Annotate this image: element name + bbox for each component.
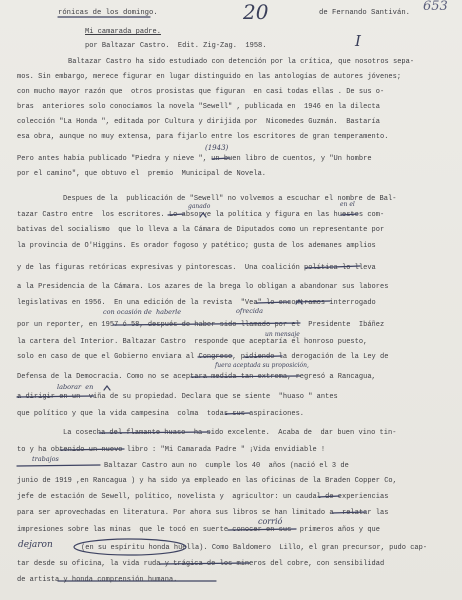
annotation-year: (1943) — [205, 144, 229, 152]
annotation-laborar: laborar en — [57, 383, 94, 391]
paragraph-line: tar desde su oficina, la vida ruda y trágica de los mineros del cobre, con sensibilidad — [17, 560, 385, 568]
paragraph-line: Baltazar Castro ha sido estudiado con detención por la crítica, que nosotros sepa- — [68, 58, 415, 66]
book-title-line: Mi camarada padre. — [85, 28, 161, 36]
paragraph-line: bras anteriores solo conocíamos la novela "Sewell" , publicada en 1946 en la dilecta — [17, 103, 380, 111]
header-author: de Fernando Santiván. — [319, 9, 410, 17]
paragraph-line: para ser aprovechadas en literatura. Por ahora sus libros se han limitado a relatar las — [17, 509, 389, 517]
annotation-corrio: corrió — [258, 517, 283, 526]
paragraph-line: y de las figuras retóricas expresivas y pintorescas. Una coalición política lo lleva — [17, 264, 376, 272]
annotation-en-el: en el — [340, 201, 355, 208]
paragraph-line: La cosecha del flamante huaso ha sido excelente. Acaba de dar buen vino tin- — [63, 429, 397, 437]
paragraph-line: esa obra, aunque no muy extensa, para fijarlo entre los escritores de gran temperamento. — [17, 133, 389, 141]
paragraph-line: a dirigir en un viña de su propiedad. Declara que se siente "huaso " antes — [17, 393, 338, 401]
annotation-dejaron: dejaron — [18, 540, 53, 550]
paragraph-line: Pero antes había publicado "Piedra y nieve ", un buen libro de cuentos, y "Un hombre — [17, 155, 372, 163]
paragraph-line: Despues de la publicación de "Sewell" no volvemos a escuchar el nombre de Bal- — [63, 195, 397, 203]
paragraph-line: (en su espíritu honda huella). Como Baldomero Lillo, el gran precursor, pudo cap- — [81, 544, 428, 552]
paragraph-line: bativas del socialismo que lo lleva a la Cámara de Diputados como un representante por — [17, 226, 385, 234]
annotation-fuera-aceptada: fuera aceptada su proposición, — [215, 362, 309, 369]
handwritten-page-number: 20 — [243, 0, 269, 24]
paragraph-line: por un reporter, en 1957 ó 58, después de haber sido llamado por el Presidente Ibáñez — [17, 321, 385, 329]
caret-mark — [104, 386, 110, 390]
annotation-ganado: ganado — [188, 203, 211, 210]
paragraph-line: la provincia de O'Higgins. Es orador fogoso y patético; gusta de los ademanes amplios — [17, 242, 376, 250]
paragraph-line: legislativas en 1956. En una edición de la revista "Vea" lo encontramos interrogado — [17, 299, 376, 307]
paragraph-line: a la Presidencia de la Cámara. Los azares de la brega lo obligan a abandonar sus labores — [17, 283, 389, 291]
paragraph-line: Defensa de la Democracia. Como no se aceptara medida tan extrema, regresó a Rancagua, — [17, 373, 376, 381]
paragraph-line: Baltazar Castro aun no cumple los 40 años (nació el 3 de — [104, 462, 349, 470]
annotation-ofrecida: ofrecida — [236, 307, 264, 315]
paragraph-line: de artista y honda comprensión humana. — [17, 576, 178, 584]
paragraph-line: por el camino", que obtuvo el premio Municipal de Novela. — [17, 170, 267, 178]
paragraph-line: mos. Sin embargo, merece figurar en lugar distinguido en las antologías de autores jóvenes; — [17, 73, 402, 81]
margin-mark: I — [355, 32, 361, 50]
paragraph-line: jefe de estación de Sewell, político, novelista y agricultor: un caudal de experiencias — [17, 493, 389, 501]
annotation-trabajos: trabajos — [32, 455, 59, 463]
paragraph-line: que político y que la vida campesina colma todas sus aspiraciones. — [17, 410, 305, 418]
paragraph-line: solo en caso de que el Gobierno enviara al Congreso, pidiendo la derogación de la Ley de — [17, 353, 389, 361]
strike-mark — [17, 465, 100, 466]
annotation-con-ocasion: con ocasión de haberle — [103, 308, 182, 316]
header-series-title: rónicas de los domingo. — [58, 9, 158, 17]
paragraph-line: junio de 1919 ,en Rancagua ) y ha sido ya empleado en las oficinas de la Braden Copper Co, — [17, 477, 397, 485]
paragraph-line: la cartera del Interior. Baltazar Castro responde que aceptaría el honroso puesto, — [17, 338, 368, 346]
paragraph-line: con mucho mayor razón que otros prosistas que figuran en casi todas ellas . De sus o- — [17, 88, 385, 96]
book-author-line: por Baltazar Castro. Edit. Zig-Zag. 1958. — [85, 42, 267, 50]
paragraph-line: to y ha obtenido un nuevo libro : "Mi Camarada Padre " ¡Vida envidiable ! — [17, 446, 326, 454]
archive-stamp-number: 653 — [423, 0, 448, 14]
paragraph-line: tazar Castro entre los escritores. Lo absorve la política y figura en las huestes com- — [17, 211, 385, 219]
paragraph-line: impresiones sobre las minas que le tocó en suerte conocer en sus primeros años y que — [17, 526, 380, 534]
paragraph-line: colección "La Honda ", editada por Cultura y dirijida por Nicomedes Guzmán. Bastaría — [17, 118, 380, 126]
annotation-mensaje: un mensaje — [265, 331, 300, 338]
